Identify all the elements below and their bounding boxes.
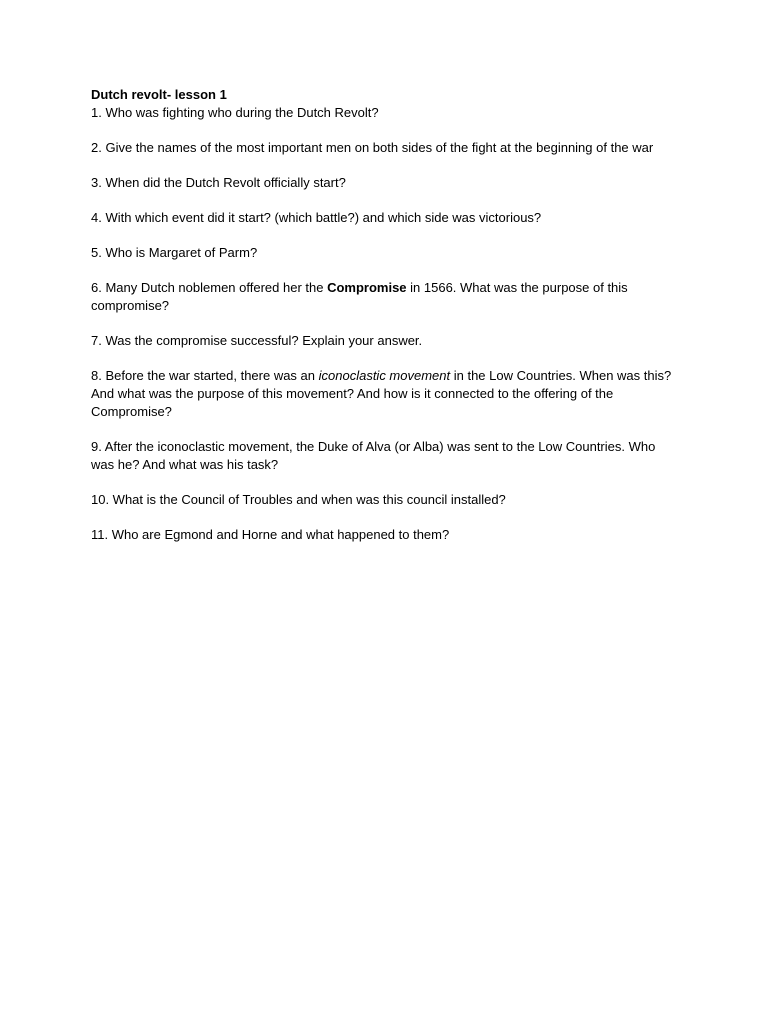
question-6-bold-term: Compromise [327, 280, 407, 295]
question-8-pre: 8. Before the war started, there was an [91, 368, 319, 383]
question-6-pre: 6. Many Dutch noblemen offered her the [91, 280, 328, 295]
question-5: 5. Who is Margaret of Parm? [91, 245, 258, 260]
question-8-italic-term: iconoclastic movement [318, 368, 451, 383]
question-10: 10. What is the Council of Troubles and when was this council installed? [91, 492, 506, 507]
question-1: 1. Who was fighting who during the Dutch Revolt? [91, 105, 379, 120]
question-6-post: in 1566. What was the purpose of this compromise? [91, 280, 628, 313]
question-6 [91, 279, 681, 315]
question-3: 3. When did the Dutch Revolt officially start? [91, 175, 346, 190]
question-11: 11. Who are Egmond and Horne and what happened to them? [91, 527, 450, 542]
question-9: 9. After the iconoclastic movement, the Duke of Alva (or Alba) was sent to the Low Countries. Who was he? And what was his task? [91, 439, 656, 472]
question-4: 4. With which event did it start? (which battle?) and which side was victorious? [91, 210, 542, 225]
question-8 [91, 367, 681, 421]
document-content [91, 86, 681, 561]
question-7: 7. Was the compromise successful? Explain your answer. [91, 333, 423, 348]
question-8-post: in the Low Countries. When was this? And what was the purpose of this movement? And how is it connected to the offering of the Compromise? [91, 368, 672, 419]
question-2: 2. Give the names of the most important men on both sides of the fight at the beginning of the war [91, 140, 654, 155]
document-title: Dutch revolt- lesson 1 [91, 87, 227, 102]
